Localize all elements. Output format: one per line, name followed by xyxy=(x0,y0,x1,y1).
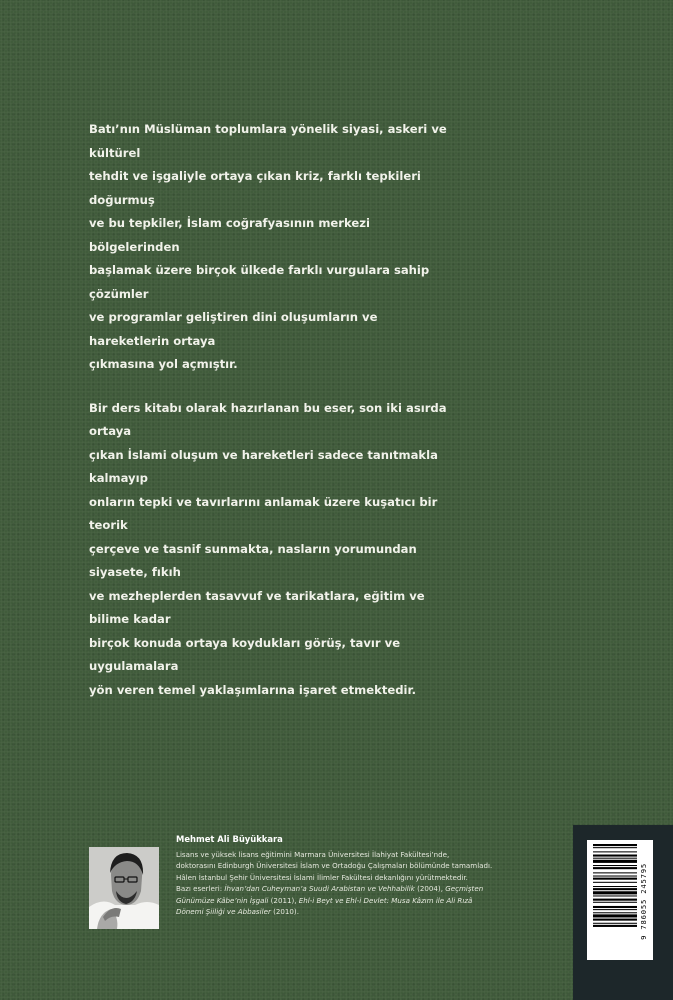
blurb xyxy=(89,118,449,722)
barcode-bar xyxy=(593,855,637,857)
barcode-bar xyxy=(593,886,637,887)
barcode-digits: 9 786055 245795 xyxy=(639,863,648,940)
barcode-bar xyxy=(593,895,637,896)
barcode-bar xyxy=(593,906,637,908)
author-photo xyxy=(89,847,159,929)
barcode xyxy=(587,840,653,960)
barcode-bar xyxy=(593,919,637,921)
barcode-bar xyxy=(593,909,637,910)
barcode-bar xyxy=(593,923,637,924)
author-name: Mehmet Ali Büyükkara xyxy=(176,834,283,844)
barcode-bar xyxy=(593,899,637,901)
blurb-paragraph-1: Batı’nın Müslüman toplumlara yönelik siyasi, askeri ve kültürel tehdit ve işgaliyle ortaya çıkan kriz, farklı tepkileri doğurmuş ve bu tepkiler, İslam coğrafyasının merkezi bölgelerinden başlamak üzere birçok ülkede farklı vurgulara sahip çözümler ve programlar geliştiren dini oluşumların ve hareketlerin ortaya çıkmasına yol açmıştır. xyxy=(89,122,447,371)
barcode-bar xyxy=(593,888,637,890)
barcode-bar xyxy=(593,860,637,863)
barcode-bar xyxy=(593,925,637,927)
barcode-bar xyxy=(593,872,637,873)
barcode-bar xyxy=(593,865,637,866)
author-bio: Lisans ve yüksek lisans eğitimini Marmara Üniversitesi İlahiyat Fakültesi’nde, doktorasını Edinburgh Üniversitesi İslam ve Ortadoğu Çalışmaları bölümünde tamamladı. Hâlen İstanbul Şehir Üniversitesi İslami İlimler Fakültesi dekanlığını yürütmektedir. Bazı eserleri: İhvan’dan Cuheyman’a Suudi Arabistan ve Vehhabilik (2004), Geçmişten Günümüze Kâbe’nin İşgali (2011), Ehl-i Beyt ve Ehl-i Devlet: Musa Kâzım ile Ali Rızâ Dönemi Şiiliği ve Abbasiler (2010). xyxy=(176,850,493,917)
barcode-bar xyxy=(593,891,637,894)
barcode-bar xyxy=(593,844,637,846)
barcode-bar xyxy=(593,914,637,917)
barcode-bar xyxy=(593,847,637,848)
author-portrait-image xyxy=(89,847,159,929)
barcode-panel xyxy=(573,825,673,1000)
barcode-bar xyxy=(593,851,637,852)
blurb-paragraph-2: Bir ders kitabı olarak hazırlanan bu eser, son iki asırda ortaya çıkan İslami oluşum ve hareketleri sadece tanıtmakla kalmayıp onların tepki ve tavırlarını anlamak üzere kuşatıcı bir teorik çerçeve ve tasnif sunmakta, nasların yorumundan siyasete, fıkıh ve mezheplerden tasavvuf ve tarikatlara, eğitim ve bilime kadar birçok konuda ortaya koydukları görüş, tavır ve uygulamalara yön veren temel yaklaşımlarına işaret etmektedir. xyxy=(89,400,447,697)
barcode-bar xyxy=(593,867,637,869)
barcode-bar xyxy=(593,912,637,913)
barcode-bar xyxy=(593,876,637,877)
barcode-bars xyxy=(593,844,637,956)
barcode-bar xyxy=(593,902,637,903)
barcode-bar xyxy=(593,882,637,883)
barcode-bar xyxy=(593,858,637,859)
barcode-bar xyxy=(593,878,637,880)
